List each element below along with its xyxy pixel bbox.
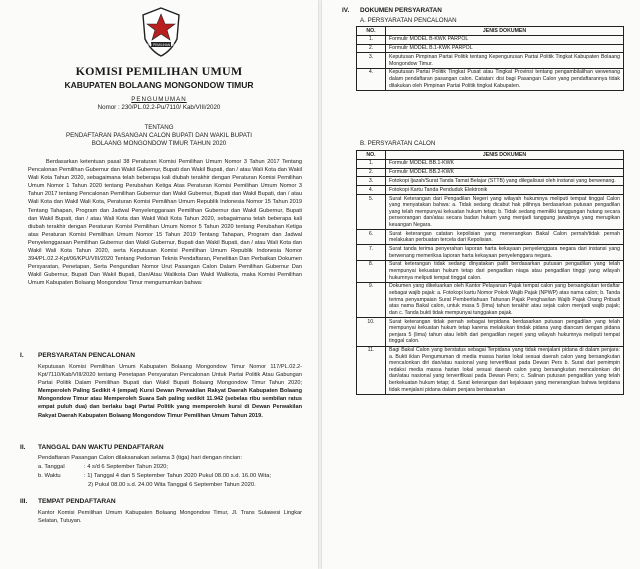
section-iii-body: Kantor Komisi Pemilihan Umum Kabupaten Bolaang Mongondow Timur, Jl. Trans Sulawesi Lingkar Selatan, Tutuyan.: [38, 510, 302, 525]
table-candidate-documents: [356, 150, 624, 395]
column-header-no: NO.: [357, 151, 386, 160]
table-row: 1. Formulir MODEL B-KWK PARPOL: [357, 35, 624, 44]
column-header-document: JENIS DOKUMEN: [386, 27, 624, 36]
date-value: : 4 s/d 6 September Tahun 2020;: [84, 464, 169, 470]
announcement-page-right: [322, 0, 640, 569]
about-label: TENTANG: [144, 124, 174, 131]
section-i-heading: I. PERSYARATAN PENCALONAN: [20, 352, 135, 359]
kpu-logo: [140, 6, 182, 58]
section-ii-intro: Pendaftaran Pasangan Calon dilaksanakan selama 3 (tiga) hari dengan rincian:: [38, 455, 242, 461]
svg-text:KOMISI PEMILIHAN UMUM: KOMISI PEMILIHAN UMUM: [140, 43, 182, 47]
table-row: 7. Surat tanda terima penyerahan laporan harta kekayaan penyelenggara negara dari instansi yang berwenang memeriksa laporan harta kekayaan penyelenggara negara.: [357, 245, 624, 260]
table-row: 5. Surat Keterangan dari Pengadilan Negeri yang wilayah hukumnya meliputi tempat tinggal Calon yang menyatakan bahwa: a. Tidak sedang dicabut hak pilihnya berdasarkan putusan pengadilan yang telah mempunyai kekuatan hukum tetap; b. Tidak sedang memiliki tanggungan hutang secara perseorangan dan/atau secara badan hukum yang menjadi tanggung jawabnya yang merugikan keuangan Negara.: [357, 194, 624, 229]
intro-paragraph: Berdasarkan ketentuan pasal 38 Peraturan Komisi Pemilihan Umum Nomor 3 Tahun 2017 Tentang Pencalonan Pemilihan Gubernur dan Wakil Gubernur, Bupati dan Wakil Bupati, dan / atau Wali Kota dan Wakil Wali Kota Tahun 2020, sebagaimana telah beberapa kali diubah terakhir dengan Peraturan Komisi Pemilihan Umum Nomor 1 Tahun 2020 tentang Perubahan Ketiga Atas Peraturan Komisi Pemilihan Umum Nomor 3 Tahun 2017 tentang Pencalonan Pemilihan Gubernur dan Wakil Gubernur, Bupati dan Wakil Bupati, dan / atau Wali Kota dan Wakil Wali Kota, Peraturan Komisi Pemilihan Umum Republik Indonesia Nomor 15 Tahun 2019 Tentang Tahapan, Program dan Jadwal Penyelenggaraan Pemilihan Gubernur dan Wakil Gubernur, Bupati dan Wakil Bupati, dan / atau Wali Kota dan Wakil Wali Kota Tahun 2020, sebagaimana telah beberapa kali diubah terakhir dengan Peraturan Komisi Pemilihan Umum Nomor 5 Tahun 2020 tentang Perubahan Ketiga atas Peraturan Komisi Pemilihan Umum Nomor 15 Tahun 2019 Tentang Tahapan, Program dan Jadwal Penyelenggaraan Pemilihan Gubernur dan Wakil Gubernur, Bupati dan Wakil Bupati, dan / atau Wali Kota dan Wakil Wali Kota Tahun 2020, serta Keputusan Komisi Pemilihan Umum Republik Indonesia Nomor 394/PL.02.2-Kpt/06/KPU/VIII/2020 Tentang Pedoman Teknis Pendaftaran, Penelitian Dan Perbaikan Dokumen Persyaratan, Penetapan, Serta Pengundian Nomor Urut Pasangan Calon Dalam Pemilihan Gubernur Dan Wakil Gubernur, Bupati Dan Wakil Bupati, Dan/Atau Walikota Dan Wakil Walikota, maka Komisi Pemilihan Umum Kabupaten Bolaang Mongondow Timur mengumumkan bahwa:: [28, 159, 302, 287]
table-row: 4. Fotokopi Kartu Tanda Penduduk Elektronik: [357, 186, 624, 195]
requirements-b-title: B. PERSYARATAN CALON: [360, 140, 436, 147]
section-ii-heading: II. TANGGAL DAN WAKTU PENDAFTARAN: [20, 444, 164, 451]
topic-line-1: PENDAFTARAN PASANGAN CALON BUPATI DAN WAKIL BUPATI: [66, 132, 252, 139]
time-value-2: 2) Pukul 08.00 s.d. 24.00 Wita Tanggal 6 September Tahun 2020.: [88, 482, 256, 488]
table-row: 3. Fotokopi Ijazah/Surat Tanda Tamat Belajar (STTB) yang dilegalisasi oleh instansi yang berwenang.: [357, 177, 624, 186]
page-subtitle: KABUPATEN BOLAANG MONGONDOW TIMUR: [64, 80, 254, 90]
topic-line-2: BOLAANG MONGONDOW TIMUR TAHUN 2020: [91, 140, 227, 147]
table-row: 2. Formulir MODEL BB.2-KWK: [357, 168, 624, 177]
announcement-label: PENGUMUMAN: [131, 96, 187, 103]
date-label: a. Tanggal: [38, 464, 65, 470]
time-value-1: : 1) Tanggal 4 dan 5 September Tahun 2020 Pukul 08.00 s.d. 16.00 Wita;: [84, 473, 272, 479]
requirements-a-title: A. PERSYARATAN PENCALONAN: [360, 17, 457, 24]
section-iii-heading: III. TEMPAT PENDAFTARAN: [20, 498, 116, 505]
time-label: b. Waktu: [38, 473, 61, 479]
table-row: 8. Surat keterangan tidak sedang dinyatakan pailit berdasarkan putusan pengadilan yang telah mempunyai kekuatan hukum tetap dari pengadilan niaga atau pengadilan tinggi yang wilayah hukumnya meliputi tempat tinggal calon.: [357, 260, 624, 282]
table-row: 2. Formulir MODEL B.1-KWK PARPOL: [357, 44, 624, 53]
table-row: 10. Surat keterangan tidak pernah sebagai terpidana berdasarkan putusan pengadilan yang telah mempunyai kekuatan hukum tetap karena melakukan tindak pidana yang diancam dengan pidana penjara 5 (lima) tahun atau lebih dari pengadilan negeri yang wilayah hukumnya meliputi tempat tinggal calon.: [357, 317, 624, 346]
table-nomination-documents: [356, 26, 624, 91]
table-row: 6. Surat keterangan catatan kepolisian yang menerangkan Bakal Calon pernah/tidak pernah melakukan perbuatan tercela dari Kepolisian.: [357, 230, 624, 245]
table-row: 3. Keputusan Pimpinan Partai Politik tentang Kepengurusan Partai Politik Tingkat Kabupaten Bolaang Mongondow Timur.: [357, 53, 624, 68]
section-i-body: Keputusan Komisi Pemilihan Umum Kabupaten Bolaang Mongondow Timur Nomor 117/PL.02.2-Kpt/7110/Kab/VIII/2020 tentang Penetapan Persyaratan Pencalonan Untuk Partai Politik Atau Gabungan Partai Politik Dalam Pemilihan Bupati dan Wakil Bupati Bolaang Mongondow Timur Tahun 2020; Memperoleh Paling Sedikit 4 (empat) Kursi Dewan Perwakilan Rakyat Daerah Kabupaten Bolaang Mongondow Timur atau Memperoleh Suara Sah paling sedikit 11.942 (sebelas ribu sembilan ratus empat puluh dua) dan berlaku bagi Partai Politik yang memperoleh kursi di Dewan Perwakilan Rakyat Daerah Kabupaten Bolaang Mongondow Timur Pemilihan Umum Tahun 2019.: [38, 364, 302, 419]
announcement-number: Nomor : 230/PL.02.2-Pu/7110/ Kab/VIII/2020: [97, 104, 221, 111]
column-header-no: NO.: [357, 27, 386, 36]
table-row: 4. Keputusan Partai Politik Tingkat Pusat atau Tingkat Provinsi tentang pengambilalihan wewenang dalam pendaftaran pasangan calon. Catatan: disi bagi Pasangan Calon yang pendaftarannya tidak dilakukan oleh Pimpinan Partai Politik tingkat Kabupaten.: [357, 68, 624, 90]
section-iv-heading: IV. DOKUMEN PERSYARATAN: [342, 7, 442, 14]
table-row: 9. Dokumen yang dikeluarkan oleh Kantor Pelayanan Pajak tempat calon yang bersangkutan terdaftar sebagai wajib pajak: a. Fotokopi kartu Nomor Pokok Wajib Pajak (NPWP) atas nama calon; b. Tanda terima penyampaian Surat Pemberitahuan Tahunan Pajak Penghasilan Wajib Pajak Orang Pribadi atas nama Bakal calon, untuk masa 5 (lima) tahun terakhir atau sejak calon menjadi wajib pajak; dan c. Tanda bukti tidak mempunyai tunggakan pajak.: [357, 282, 624, 317]
announcement-page-left: [0, 0, 318, 569]
table-row: 11. Bagi Bakal Calon yang berstatus sebagai Terpidana yang tidak menjalani pidana di dalam penjara: a. Bukti iklan Pengumuman di media massa harian lokal sesuai daerah calon yang bersangkutan mencalonkan diri dan/atau nasional yang terverifikasi pada Dewan Pers b. Surat dari pemimpin redaksi media massa harian lokal sesuai daerah calon yang bersangkutan mencalonkan diri dan/atau nasional yang terverifikasi pada Dewan Pers; c. Salinan putusan pengadilan yang telah berkekuatan hukum tetap; d. Surat keterangan dari kejaksaan yang menerangkan bahwa terpidana tidak menjalani pidana dalam penjara berdasarkan: [357, 346, 624, 394]
table-row: 1. Formulir MODEL BB.1-KWK: [357, 159, 624, 168]
column-header-document: JENIS DOKUMEN: [386, 151, 624, 160]
page-title: KOMISI PEMILIHAN UMUM: [75, 64, 243, 78]
